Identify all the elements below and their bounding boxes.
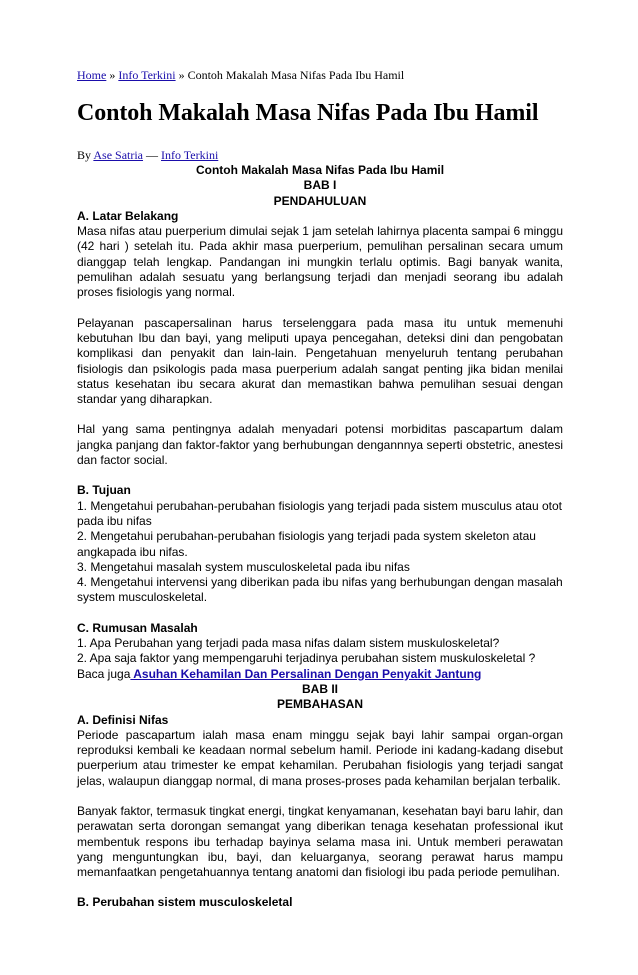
section-heading: B. Tujuan: [77, 483, 131, 498]
chapter-title: PEMBAHASAN: [276, 697, 363, 712]
read-also-link[interactable]: Asuhan Kehamilan Dan Persalinan Dengan Penyakit Jantung: [130, 666, 482, 681]
byline: [77, 148, 218, 163]
breadcrumb-home-link[interactable]: Home: [77, 68, 107, 82]
breadcrumb-category-link[interactable]: Info Terkini: [118, 68, 176, 82]
document-heading: Contoh Makalah Masa Nifas Pada Ibu Hamil: [195, 163, 445, 177]
article-body: [77, 163, 563, 911]
chapter-number: BAB I: [303, 178, 337, 193]
breadcrumb: [77, 68, 404, 83]
list-item: 3. Mengetahui masalah system musculoskeletal pada ibu nifas: [77, 559, 410, 574]
paragraph: Periode pascapartum ialah masa enam minggu sejak bayi lahir sampai organ-organ reproduksi kembali ke keadaan normal sebelum hamil. Periode ini kadang-kadang disebut puerperium atau trimester ke empat kehamilan. Perubahan fisiologis yang terjadi sangat jelas, walaupun dianggap normal, di mana proses-proses pada kehamilan berjalan terbalik.: [77, 727, 563, 788]
list-item: 2. Mengetahui perubahan-perubahan fisiologis yang terjadi pada system skeleton atau angkapada ibu nifas.: [77, 529, 536, 559]
breadcrumb-current: Contoh Makalah Masa Nifas Pada Ibu Hamil: [187, 68, 405, 82]
paragraph: Masa nifas atau puerperium dimulai sejak 1 jam setelah lahirnya placenta sampai 6 minggu (42 hari ) setelah itu. Pada akhir masa puerperium, pemulihan persalinan secara umum dianggap telah lengkap. Pandangan ini mungkin terlalu optimis. Bagi banyak wanita, pemulihan adalah sesuatu yang berlangsung terjadi dan menjadi seorang ibu adalah proses fisiologis yang normal.: [77, 224, 563, 300]
section-heading: A. Definisi Nifas: [77, 712, 169, 727]
read-also-label: Baca juga: [77, 666, 131, 681]
breadcrumb-separator: »: [109, 68, 116, 82]
section-heading: C. Rumusan Masalah: [77, 620, 198, 635]
page-title: Contoh Makalah Masa Nifas Pada Ibu Hamil: [77, 100, 539, 126]
list-item: 4. Mengetahui intervensi yang diberikan pada ibu nifas yang berhubungan dengan masalah system musculoskeletal.: [77, 575, 563, 605]
section-heading: B. Perubahan sistem musculoskeletal: [77, 895, 293, 910]
objectives-list: [77, 499, 563, 606]
paragraph: Banyak faktor, termasuk tingkat energi, tingkat kenyamanan, kesehatan bayi baru lahir, dan perawatan serta dorongan semangat yang diberikan tenaga kesehatan professional ikut membentuk respons ibu terhadap bayinya selama masa ini. Untuk memberi perawatan yang menguntungkan ibu, bayi, dan keluarganya, seorang perawat harus mampu memanfaatkan pengetahuannya tentang anatomi dan fisiologi ibu pada periode pemulihan.: [77, 803, 563, 880]
paragraph: Pelayanan pascapersalinan harus terselenggara pada masa itu untuk memenuhi kebutuhan Ibu dan bayi, yang meliputi upaya pencegahan, deteksi dini dan pengobatan komplikasi dan penyakit dan lain-lain. Pengetahuan menyeluruh tentang perubahan fisiologis dan psikologis pada masa puerperium adalah sangat penting jika bidan menilai status kesehatan ibu secara akurat dan memastikan bahwa pemulihan sesuai dengan standar yang diharapkan.: [77, 315, 563, 407]
byline-by: By: [77, 148, 92, 162]
chapter-number: BAB II: [302, 681, 338, 696]
category-link[interactable]: Info Terkini: [161, 148, 219, 162]
list-item: 1. Mengetahui perubahan-perubahan fisiologis yang terjadi pada sistem musculus atau otot pada ibu nifas: [77, 498, 562, 528]
read-also: [77, 667, 563, 682]
author-link[interactable]: Ase Satria: [93, 148, 144, 162]
paragraph: Hal yang sama pentingnya adalah menyadari potensi morbiditas pascapartum dalam jangka panjang dan faktor-faktor yang berhubungan dengannnya seperti obstetric, anestesi dan factor social.: [77, 422, 563, 468]
breadcrumb-separator: »: [178, 68, 185, 82]
list-item: 2. Apa saja faktor yang mempengaruhi terjadinya perubahan sistem muskuloskeletal ?: [77, 651, 536, 666]
byline-dash: —: [146, 148, 159, 162]
list-item: 1. Apa Perubahan yang terjadi pada masa nifas dalam sistem muskuloskeletal?: [77, 636, 500, 651]
chapter-title: PENDAHULUAN: [273, 193, 367, 208]
problem-list: [77, 636, 563, 667]
section-heading: A. Latar Belakang: [77, 208, 179, 223]
